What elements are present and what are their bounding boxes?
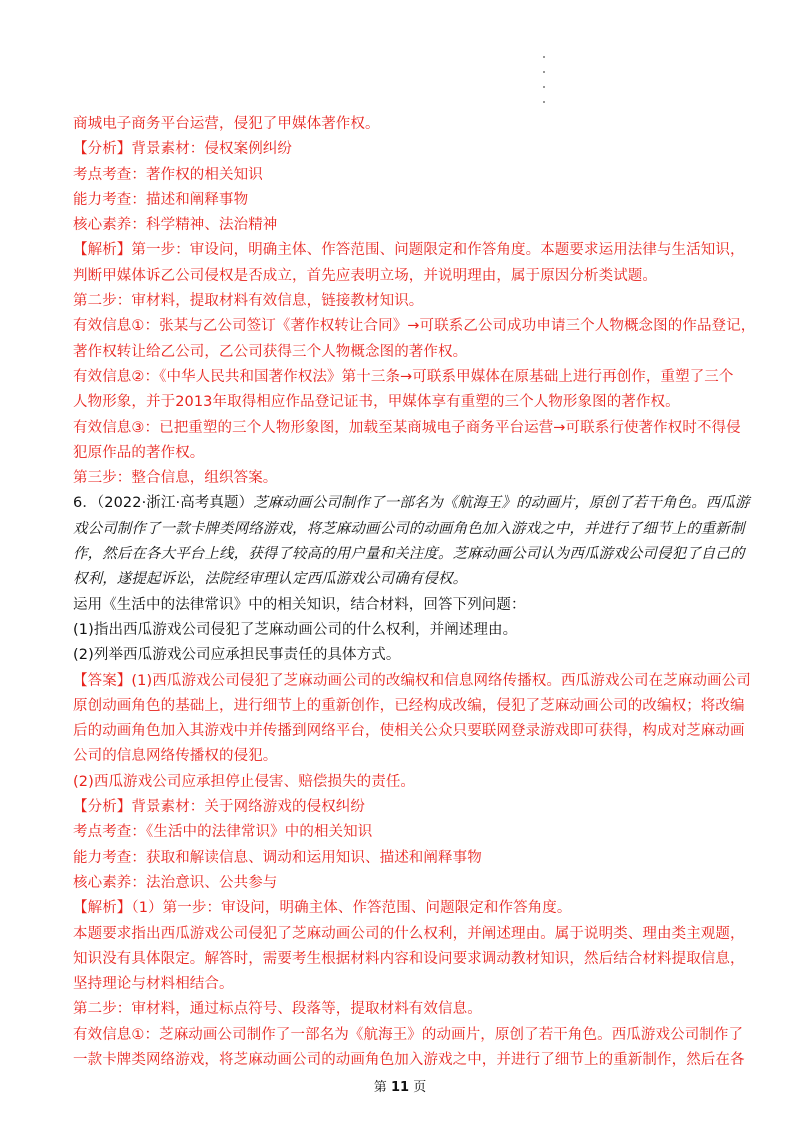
text-line: 第三步：整合信息，组织答案。 bbox=[73, 470, 278, 487]
text-line: 知识没有具体限定。解答时，需要考生根据材料内容和设问要求调动教材知识，然后结合材料提取信息， bbox=[73, 950, 745, 967]
text-line bbox=[73, 669, 751, 694]
page-number: 11 bbox=[390, 1080, 410, 1095]
text-line bbox=[73, 137, 733, 162]
text-span: 【分析】 bbox=[73, 141, 132, 158]
text-line: 人物形象，并于2013年取得相应作品登记证书，甲媒体享有重塑的三个人物形象图的著作权。 bbox=[73, 394, 680, 411]
text-line: 后的动画角色加入其游戏中并传播到网络平台，使相关公众只要联网登录游戏即可获得，构成对芝麻动画 bbox=[73, 723, 745, 740]
text-line: 核心素养：法治意识、公共参与 bbox=[73, 874, 278, 891]
text-line: 公司的信息网络传播权的侵犯。 bbox=[73, 748, 278, 765]
text-line bbox=[73, 795, 733, 820]
text-span: 【答案】 bbox=[73, 672, 132, 689]
document-body bbox=[73, 112, 756, 1073]
text-line: (2)列举西瓜游戏公司应承担民事责任的具体方式。 bbox=[73, 647, 401, 664]
text-span: 背景素材：侵权案例纠纷 bbox=[131, 141, 293, 158]
text-line: 有效信息②：《中华人民共和国著作权法》第十三条→可联系甲媒体在原基础上进行再创作，重塑了三个 bbox=[73, 368, 734, 385]
text-span: 【解析】 bbox=[73, 900, 132, 917]
text-span: 核心素养：科学精神、法治精神 bbox=[73, 217, 278, 234]
text-line: (2)西瓜游戏公司应承担停止侵害、赔偿损失的责任。 bbox=[73, 773, 416, 790]
text-line bbox=[73, 238, 745, 263]
footer-suffix: 页 bbox=[413, 1080, 427, 1095]
text-line: 坚持理论与材料相结合。 bbox=[73, 976, 234, 993]
text-span: (1)西瓜游戏公司侵犯了芝麻动画公司的改编权和信息网络传播权。西瓜游戏公司在芝麻动画公司 bbox=[131, 672, 751, 689]
text-span: （1）第一步：审设问，明确主体、作答范围、问题限定和作答角度。 bbox=[131, 900, 572, 917]
text-line: (1)指出西瓜游戏公司侵犯了芝麻动画公司的什么权利，并阐述理由。 bbox=[73, 621, 518, 638]
text-line: 判断甲媒体诉乙公司侵权是否成立，首先应表明立场，并说明理由，属于原因分析类试题。 bbox=[73, 267, 657, 284]
text-line: 能力考查：获取和解读信息、调动和运用知识、描述和阐释事物 bbox=[73, 849, 482, 866]
text-line bbox=[73, 163, 733, 188]
text-line: 有效信息③：已把重塑的三个人物形象图，加载至某商城电子商务平台运营→可联系行使著作权时不得侵 bbox=[73, 419, 741, 436]
footer-prefix: 第 bbox=[373, 1080, 387, 1095]
text-line: 商城电子商务平台运营，侵犯了甲媒体著作权。 bbox=[73, 116, 380, 132]
text-span: 能力考查：描述和阐释事物 bbox=[73, 191, 249, 208]
text-line: 权利，遂提起诉讼，法院经审理认定西瓜游戏公司确有侵权。 bbox=[73, 571, 468, 588]
text-line: 有效信息①：张某与乙公司签订《著作权转让合同》→可联系乙公司成功申请三个人物概念图的作品登记， bbox=[73, 318, 756, 335]
text-line: 原创动画角色的基础上，进行细节上的重新创作，已经构成改编，侵犯了芝麻动画公司的改编权；将改编 bbox=[73, 697, 745, 714]
text-line bbox=[73, 896, 733, 921]
text-line: 运用《生活中的法律常识》中的相关知识，结合材料，回答下列问题： bbox=[73, 596, 526, 613]
text-span: 【解析】 bbox=[73, 242, 132, 259]
text-line bbox=[73, 491, 750, 516]
text-line: 第二步：审材料，提取材料有效信息，链接教材知识。 bbox=[73, 293, 424, 310]
header-dots-mark bbox=[543, 56, 549, 116]
text-line: 著作权转让给乙公司，乙公司获得三个人物概念图的著作权。 bbox=[73, 343, 468, 360]
text-span: 考点考查：著作权的相关知识 bbox=[73, 166, 263, 183]
text-line: 有效信息①：芝麻动画公司制作了一部名为《航海王》的动画片，原创了若干角色。西瓜游戏公司制作了 bbox=[73, 1026, 744, 1043]
text-line: 考点考查：《生活中的法律常识》中的相关知识 bbox=[73, 824, 373, 841]
text-line: 本题要求指出西瓜游戏公司侵犯了芝麻动画公司的什么权利，并阐述理由。属于说明类、理由类主观题， bbox=[73, 925, 745, 942]
text-span: 背景素材：关于网络游戏的侵权纠纷 bbox=[131, 799, 366, 816]
text-line: 戏公司制作了一款卡牌类网络游戏，将芝麻动画公司的动画角色加入游戏之中，并进行了细节上的重新制 bbox=[73, 520, 745, 537]
text-line: 第二步：审材料，通过标点符号、段落等，提取材料有效信息。 bbox=[73, 1001, 482, 1018]
page-footer bbox=[0, 1076, 800, 1095]
text-line: 一款卡牌类网络游戏，将芝麻动画公司的动画角色加入游戏之中，并进行了细节上的重新制作，然后在各 bbox=[73, 1051, 745, 1068]
text-line bbox=[73, 213, 733, 238]
text-span: 6．（2022·浙江·高考真题） bbox=[73, 495, 254, 512]
text-span: 第一步：审设问，明确主体、作答范围、问题限定和作答角度。本题要求运用法律与生活知识， bbox=[131, 242, 745, 259]
text-span: 芝麻动画公司制作了一部名为《航海王》的动画片，原创了若干角色。西瓜游 bbox=[253, 495, 750, 512]
text-line bbox=[73, 188, 733, 213]
text-line: 作，然后在各大平台上线，获得了较高的用户量和关注度。芝麻动画公司认为西瓜游戏公司侵犯了自己的 bbox=[73, 546, 745, 563]
text-span: 【分析】 bbox=[73, 799, 132, 816]
text-line: 犯原作品的著作权。 bbox=[73, 444, 205, 461]
